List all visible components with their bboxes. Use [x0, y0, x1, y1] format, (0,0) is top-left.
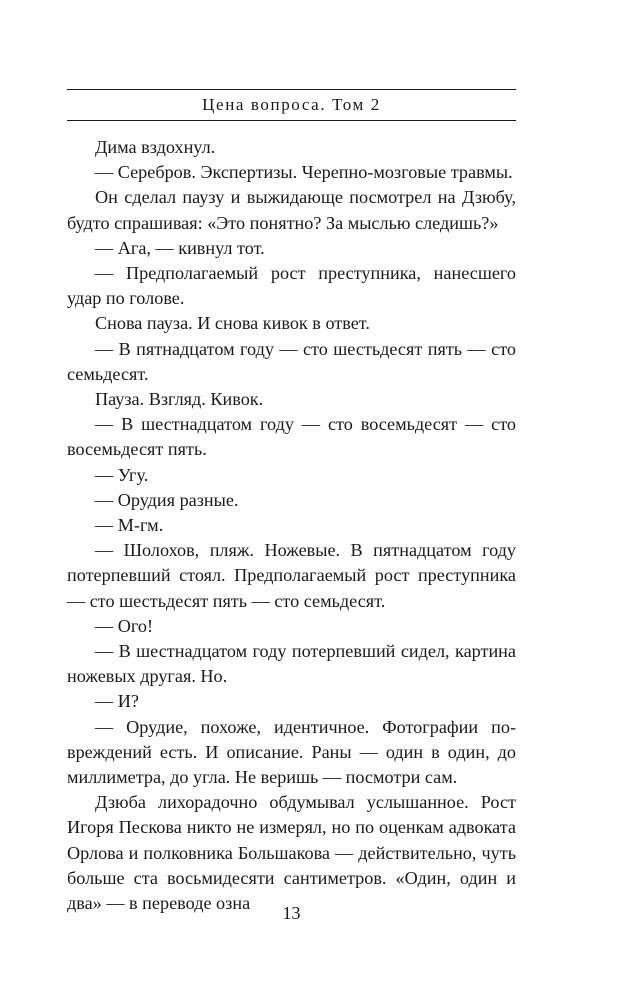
- paragraph: — Орудия разные.: [95, 489, 239, 510]
- paragraph: Дзюба лихорадочно обдумывал услышанное. Рост Игоря Пескова никто не измерял, но по оценкам адвоката Орлова и полковника Большакова — действительно, чуть больше ста восьмидесяти сантиметров. «Один, один и два» — в переводе озна: [67, 792, 516, 914]
- paragraph: — Ого!: [95, 615, 154, 636]
- running-head-title: Цена вопроса. Том 2: [202, 95, 381, 114]
- paragraph: Дима вздохнул.: [95, 137, 216, 157]
- paragraph: — В шестнадцатом году потерпевший сидел, картина ножевых другая. Но.: [67, 641, 516, 687]
- paragraph: — В пятнадцатом году — сто шестьдесят пять — сто семьдесят.: [67, 338, 516, 384]
- body-text: [67, 135, 516, 916]
- header-top-rule: [67, 89, 516, 90]
- paragraph: — Угу.: [95, 464, 149, 485]
- paragraph: — Шолохов, пляж. Ножевые. В пятнадцатом году потерпевший стоял. Предполагаемый рост преступника — сто шестьдесят пять — сто семьдесят.: [67, 540, 516, 611]
- page-number: 13: [282, 903, 301, 923]
- paragraph: Он сделал паузу и выжидающе посмотрел на Дзюбу, будто спрашивая: «Это понятно? За мыслью следишь?»: [67, 187, 516, 233]
- paragraph: — В шестнадцатом году — сто восемьдесят — сто восемьдесят пять.: [67, 414, 516, 460]
- paragraph: — Серебров. Экспертизы. Черепно-мозговые травмы.: [95, 162, 513, 183]
- paragraph: — Орудие, похоже, идентичное. Фотографии повреждений есть. И описание. Раны — один в один, до миллиметра, до угла. Не веришь — посмотри сам.: [67, 716, 516, 788]
- header-bottom-rule: [67, 120, 516, 121]
- paragraph: Снова пауза. И снова кивок в ответ.: [95, 313, 370, 334]
- paragraph: — М-гм.: [95, 515, 164, 536]
- paragraph: — И?: [95, 691, 139, 712]
- paragraph: — Ага, — кивнул тот.: [95, 237, 265, 258]
- paragraph: — Предполагаемый рост преступника, нанесшего удар по голове.: [67, 263, 516, 309]
- paragraph: Пауза. Взгляд. Кивок.: [95, 389, 264, 410]
